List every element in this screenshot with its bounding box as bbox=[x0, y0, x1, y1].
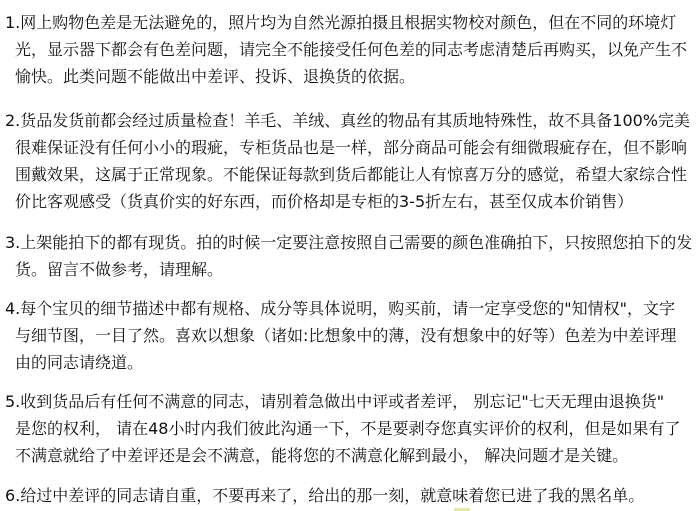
notice-line: 是您的权利， 请在48小时内我们彼此沟通一下，不是要剥夺您真实评价的权利，但是如果有了 bbox=[15, 419, 681, 438]
notice-line: 6.给过中差评的同志请自重，不要再来了，给出的那一刻，就意味着您已进了我的黑名单。 bbox=[5, 486, 645, 505]
notice-item-1 bbox=[5, 9, 695, 90]
notice-item-5 bbox=[5, 388, 695, 469]
notice-line: 5.收到货品后有任何不满意的同志，请别着急做出中评或者差评， 别忘记"七天无理由退换货" bbox=[5, 392, 665, 411]
notice-line: 2.货品发货前都会经过质量检查！羊毛、羊绒、真丝的物品有其质地特殊性，故不具备100%完美 bbox=[5, 111, 691, 130]
notice-line: 很难保证没有任何小小的瑕疵，专柜货品也是一样，部分商品可能会有细微瑕疵存在，但不影响 bbox=[15, 138, 688, 157]
notice-item-3 bbox=[5, 229, 695, 283]
notice-item-6 bbox=[5, 482, 695, 509]
notice-line: 3.上架能拍下的都有现货。拍的时候一定要注意按照自己需要的颜色准确拍下，只按照您拍下的发 bbox=[5, 233, 693, 252]
notice-item-2 bbox=[5, 107, 695, 215]
notice-line: 价比客观感受（货真价实的好东西，而价格却是专柜的3-5折左右，甚至仅成本价销售） bbox=[15, 192, 634, 211]
notice-item-4 bbox=[5, 295, 695, 376]
notice-line: 不满意就给了中差评还是会不满意，能将您的不满意化解到最小， 解决问题才是关键。 bbox=[15, 446, 629, 465]
notice-line: 光，显示器下都会有色差问题，请完全不能接受任何色差的同志考虑清楚后再购买，以免产生不 bbox=[15, 40, 688, 59]
notice-line: 围戴效果，这属于正常现象。不能保证每款到货后都能让人有惊喜万分的感觉，希望大家综合性 bbox=[15, 165, 688, 184]
notice-line: 4.每个宝贝的细节描述中都有规格、成分等具体说明，购买前，请一定享受您的"知情权"，文字 bbox=[5, 299, 675, 318]
notice-line: 1.网上购物色差是无法避免的，照片均为自然光源拍摄且根据实物校对颜色，但在不同的环境灯 bbox=[5, 13, 677, 32]
notice-line: 愉快。此类问题不能做出中差评、投诉、退换货的依据。 bbox=[15, 67, 416, 86]
notice-line: 与细节图，一目了然。喜欢以想象（诸如:比想象中的薄，没有想象中的好等）色差为中差评理 bbox=[15, 326, 677, 345]
notice-line: 货。留言不做参考，请理解。 bbox=[15, 260, 224, 279]
notice-line: 由的同志请绕道。 bbox=[15, 353, 144, 372]
